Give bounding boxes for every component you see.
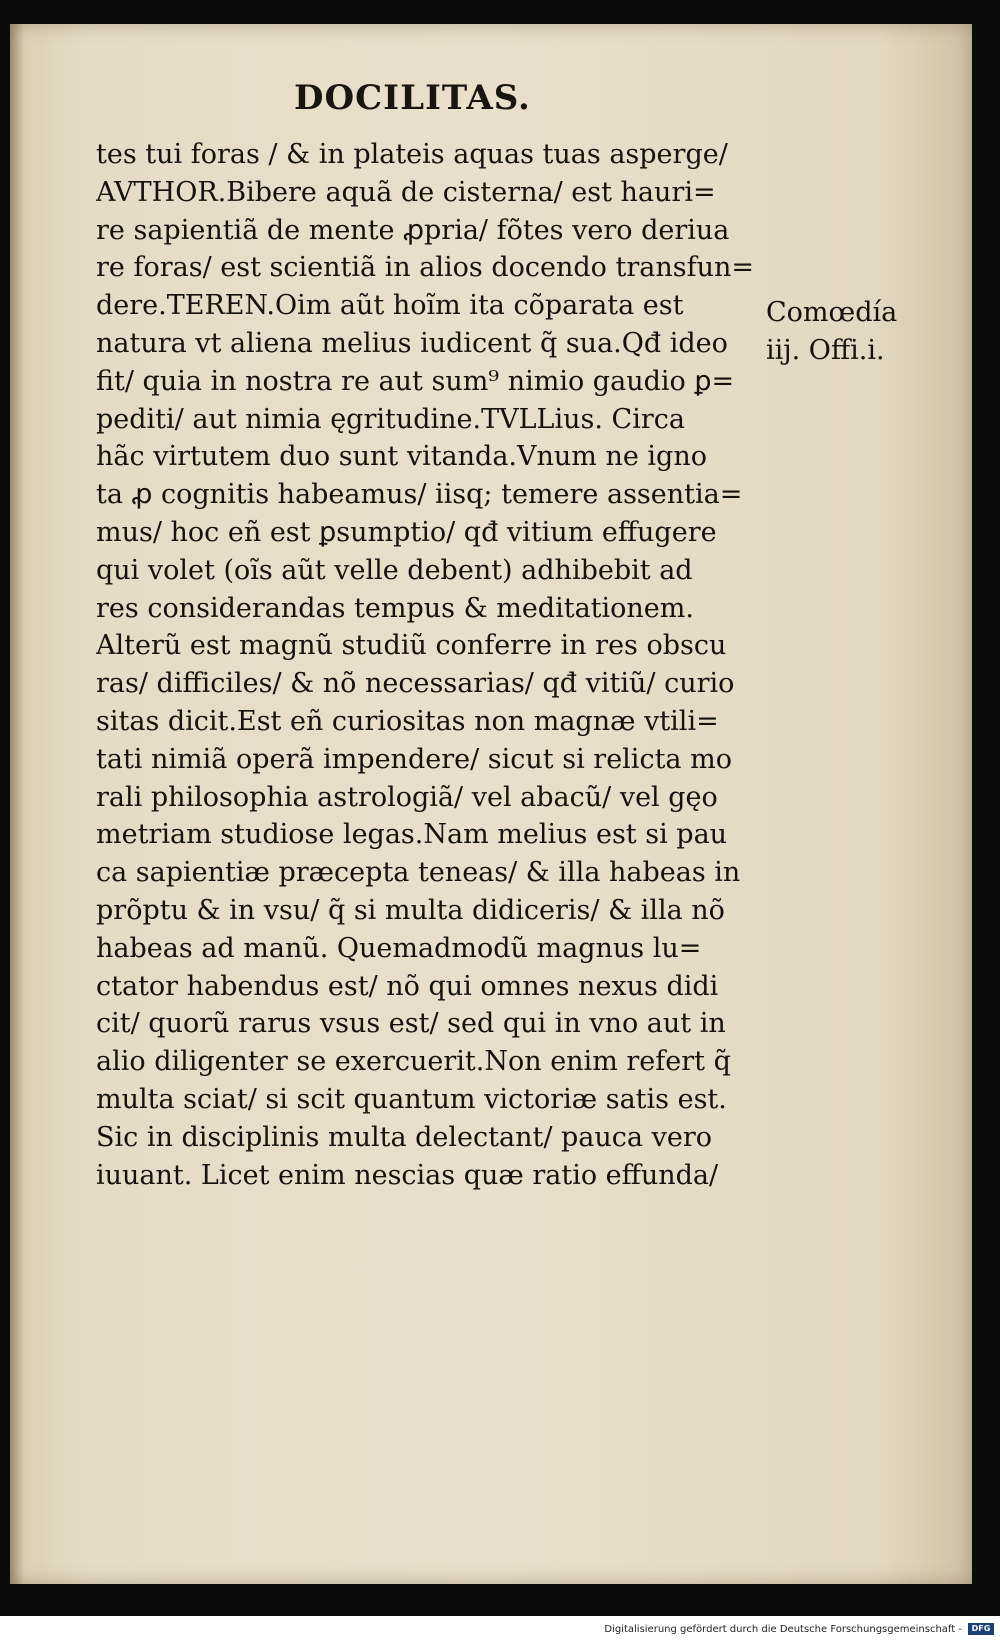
book-page (10, 24, 972, 1584)
text-line: ctator habendus est/ nõ qui omnes nexus didi (96, 970, 719, 1002)
text-line: habeas ad manũ. Quemadmodũ magnus lu= (96, 932, 702, 964)
marginal-note-offi: iij. Offi.i. (766, 334, 885, 366)
text-line: Alterũ est magnũ studiũ conferre in res obscu (96, 630, 727, 662)
text-line: pediti/ aut nimia ęgritudine.TVLLius. Circa (96, 403, 685, 435)
text-line: re sapientiã de mente ꝓpria/ fõtes vero deriua (96, 214, 730, 246)
dfg-logo: DFG (968, 1623, 994, 1635)
text-line: sitas dicit.Est eñ curiositas non magnæ vtili= (96, 705, 719, 737)
text-line: tes tui foras / & in plateis aquas tuas asperge/ (96, 139, 728, 170)
text-line: AVTHOR.Bibere aquã de cisterna/ est hauri= (96, 176, 716, 208)
text-block (96, 136, 760, 1194)
text-line: Sic in disciplinis multa delectant/ pauca vero (96, 1121, 712, 1153)
text-line: prõptu & in vsu/ q̃ si multa didiceris/ & illa nõ (96, 894, 725, 926)
text-line: hãc virtutem duo sunt vitanda.Vnum ne igno (96, 441, 707, 473)
text-line: cit/ quorũ rarus vsus est/ sed qui in vno aut in (96, 1008, 726, 1040)
text-line: mus/ hoc eñ est ꝑsumptio/ qđ vitium effugere (96, 516, 717, 548)
marginal-notes (766, 294, 897, 370)
text-line: ca sapientiæ præcepta teneas/ & illa habeas in (96, 857, 741, 889)
text-line: ta ꝓ cognitis habeamus/ iisq; temere assentia= (96, 479, 743, 511)
marginal-note-comoedia: Comœdía (766, 297, 898, 328)
text-line: multa sciat/ si scit quantum victoriæ satis est. (96, 1083, 727, 1115)
text-line: alio diligenter se exercuerit.Non enim refert q̃ (96, 1046, 731, 1078)
text-line: dere.TEREN.Oim aũt hoĩm ita cõparata est (96, 290, 684, 322)
funding-credit: Digitalisierung gefördert durch die Deutsche Forschungsgemeinschaft - (604, 1624, 962, 1635)
footer-bar (0, 1616, 1000, 1640)
text-line: ras/ difficiles/ & nõ necessarias/ qđ vitiũ/ curio (96, 668, 735, 700)
text-line: iuuant. Licet enim nescias quæ ratio effunda/ (96, 1159, 719, 1191)
text-line: natura vt aliena melius iudicent q̃ sua.Qđ ideo (96, 327, 728, 359)
text-line: re foras/ est scientiã in alios docendo transfun= (96, 252, 754, 284)
text-line: metriam studiose legas.Nam melius est si pau (96, 819, 728, 851)
text-line: rali philosophia astrologiã/ vel abacũ/ vel gęo (96, 781, 718, 813)
text-line: res considerandas tempus & meditationem. (96, 592, 694, 624)
text-line: tati nimiã operã impendere/ sicut si relicta mo (96, 743, 732, 775)
text-line: qui volet (oĩs aũt velle debent) adhibebit ad (96, 554, 693, 586)
running-head: DOCILITAS. (294, 78, 531, 118)
text-line: fit/ quia in nostra re aut sum⁹ nimio gaudio ꝑ= (96, 365, 735, 397)
